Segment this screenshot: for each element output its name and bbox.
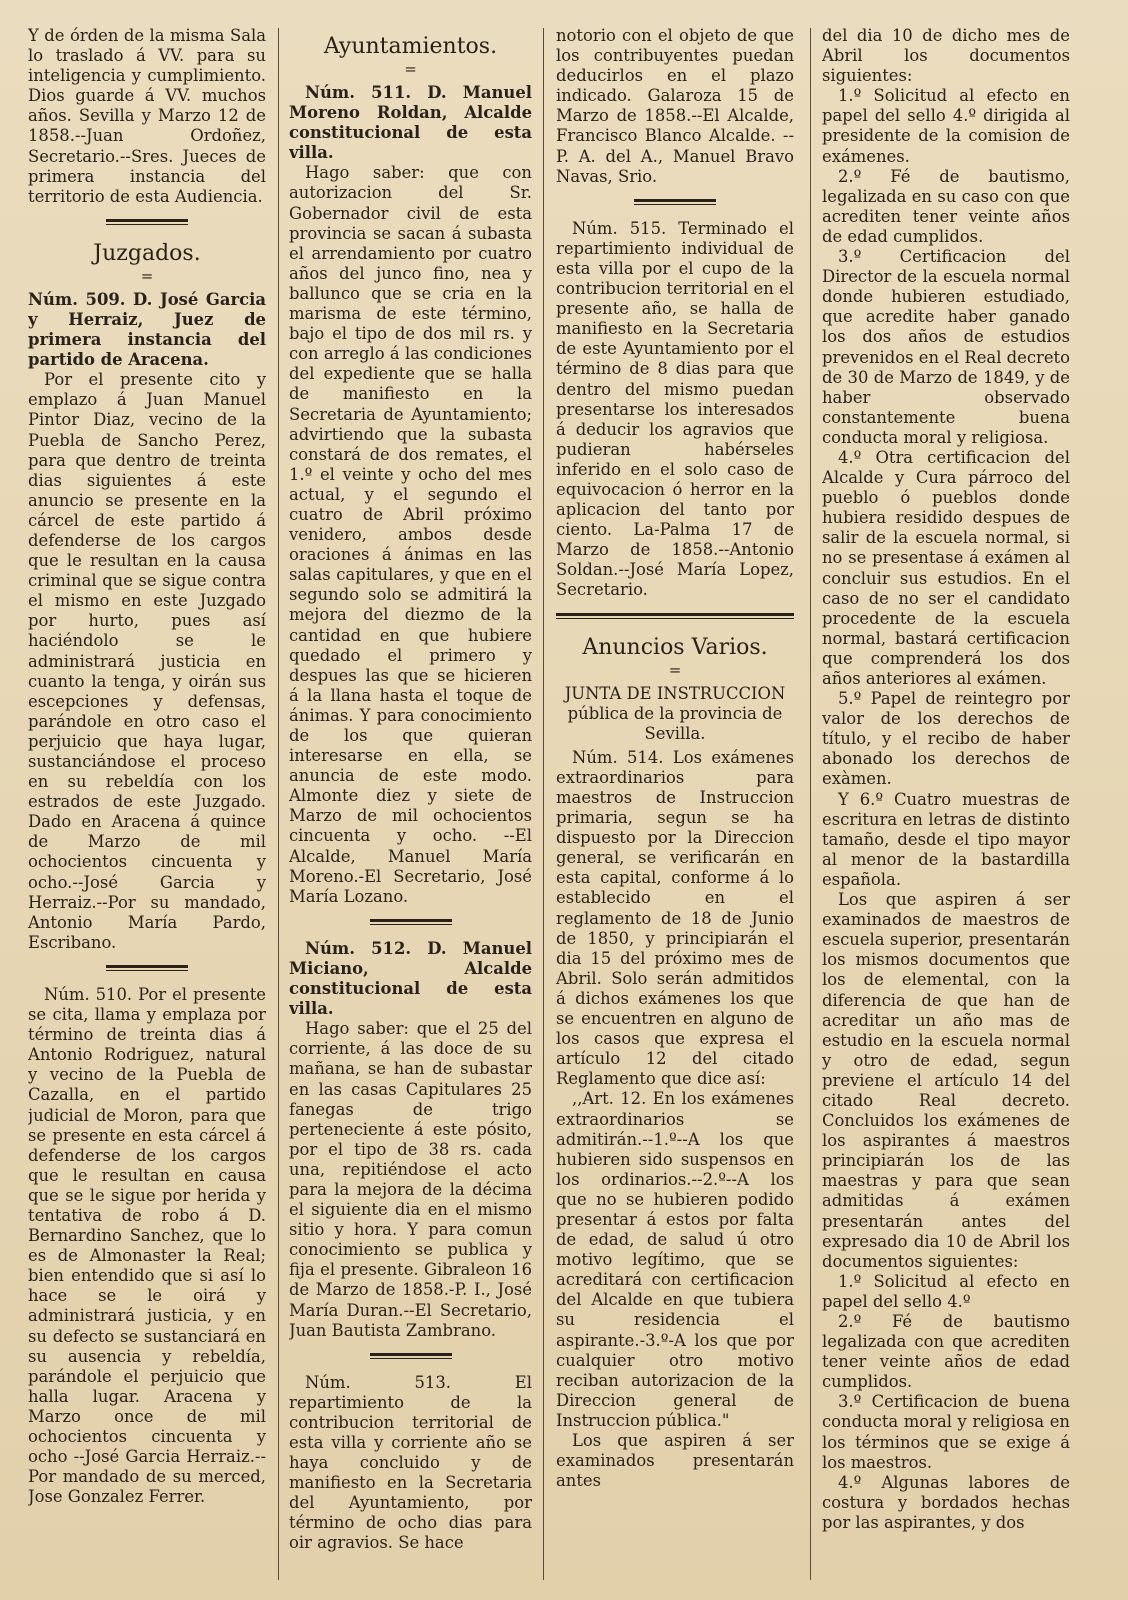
section-title-juzgados: Juzgados. [93,240,201,266]
notice-509-heading: Núm. 509. D. José Garcia y Herraiz, Juez de primera instancia del partido de Aracena. [28,289,266,370]
notice-512-body: Hago saber: que el 25 del corriente, á las doce de su mañana, se han de subastar en las casas Capitulares 25 fanegas de trigo perteneciente á este pósito, por el tipo de 38 rs. cada una, repitiéndose el acto para la mejora de la décima el siguiente dia en el mismo sitio y hora. Y para comun conocimiento se publica y fija el presente. Gibraleon 16 de Marzo de 1858.-P. I., José María Duran.--El Secretario, Juan Bautista Zambrano. [289,1019,532,1340]
notice-513-end: notorio con el objeto de que los contribuyentes puedan deducirlos en el plazo indicado. Galaroza 15 de Marzo de 1858.--El Alcalde, Francisco Blanco Alcalde. --P. A. del A., Manuel Bravo Navas, Srio. [556,26,794,186]
superior-school-paragraph: Los que aspiren á ser examinados de maestros de escuela superior, presentarán los mismos documentos que los de elemental, con la diferencia de que han de acreditar un año mas de estudio en la escuela normal y otro de edad, segun previene el artículo 14 del citado Real decreto. Concluidos los exámenes de los aspirantes á maestros principiarán los de las maestras y para que sean admitidas á exámen presentarán antes del expresado dia 10 de Abril los documentos siguientes: [822,890,1070,1271]
maestra-requirement-2: 2.º Fé de bautismo legalizada con que acrediten tener veinte años de edad cumplidos. [822,1312,1070,1392]
requirement-2: 2.º Fé de bautismo, legalizada en su caso con que acrediten tener veinte años de edad cumplidos. [822,166,1070,246]
column-4 [822,26,1070,1590]
column-rule [543,28,544,1580]
notice-511-heading: Núm. 511. D. Manuel Moreno Roldan, Alcalde constitucional de esta villa. [289,83,532,163]
notice-divider [370,1353,452,1359]
section-title-anuncios-varios: Anuncios Varios. [582,634,768,660]
section-title-ayuntamientos: Ayuntamientos. [323,34,498,59]
maestra-requirement-3: 3.º Certificacion de buena conducta moral y religiosa en los términos que se exige á los maestros. [822,1392,1070,1472]
ornament: = [404,60,417,78]
notice-divider [634,199,716,205]
requirement-5: 5.º Papel de reintegro por valor de los derechos de título, y el recibo de haber abonado los derechos de exàmen. [822,689,1070,789]
column-3 [556,26,794,1590]
ornament: = [668,660,682,679]
requirement-6: Y 6.º Cuatro muestras de escritura en letras de distinto tamaño, desde el tipo mayor al menor de la bastardilla española. [822,789,1070,889]
notice-515: Núm. 515. Terminado el repartimiento individual de esta villa por el cupo de la contribucion territorial en el presente año, se halla de manifiesto en la Secretaria de este Ayuntamiento por el término de 8 dias para que dentro del mismo puedan presentarse los interesados á deducir los agravios que pudieran habérseles inferido en el solo caso de equivocacion ó herror en la aplicacion del tanto por ciento. La-Palma 17 de Marzo de 1858.--Antonio Soldan.--José María Lopez, Secretario. [556,218,794,600]
ornament: = [140,266,154,285]
column-rule [278,28,279,1580]
notice-510: Núm. 510. Por el presente se cita, llama y emplaza por término de treinta dias á Antonio Rodriguez, natural y vecino de la Puebla de Cazalla, en el partido judicial de Moron, para que se presente en esta cárcel á defenderse de los cargos que le resultan en causa que se le sigue por herida y tentativa de robo á D. Bernardino Sanchez, que lo es de Almonaster la Real; bien entendido que si así lo hace se le oirá y administrará justicia, y en su defecto se sustanciará en su ausencia y rebeldía, parándole el perjuicio que halla lugar. Aracena y Marzo once de mil ochocientos cincuenta y ocho --José Garcia Herraiz.--Por mandado de su merced, Jose Gonzalez Ferrer. [28,984,266,1507]
junta-title: JUNTA DE INSTRUCCION pública de la provincia de Sevilla. [564,683,786,743]
column-1 [28,26,266,1590]
notice-513-start: Núm. 513. El repartimiento de la contribucion territorial de esta villa y corriente año se haya concluido y de manifiesto en la Secretaria del Ayuntamiento, por término de ocho dias para oir agravios. Se hace [289,1372,532,1553]
requirement-3: 3.º Certificacion del Director de la escuela normal donde hubieren estudiado, que acredite haber ganado los dos años de estudios prevenidos en el Real decreto de 30 de Marzo de 1849, y de haber observado constantemente buena conducta moral y religiosa. [822,247,1070,447]
notice-509-body: Por el presente cito y emplazo á Juan Manuel Pintor Diaz, vecino de la Puebla de Sancho Perez, para que dentro de treinta dias siguientes á este anuncio se presente en la cárcel de este partido á defenderse de los cargos que le resultan en la causa criminal que se sigue contra el mismo en este Juzgado por hurto, pues así haciéndolo se le administrará justicia en cuanto la tenga, y oirán sus escepciones y defensas, parándole en otro caso el perjuicio que haya lugar, sustanciándose el proceso en su rebeldía con los estrados de este Juzgado. Dado en Aracena á quince de Marzo de mil ochocientos cincuenta y ocho.--José Garcia y Herraiz.--Por su mandado, Antonio María Pardo, Escribano. [28,370,266,952]
notice-512-heading: Núm. 512. D. Manuel Miciano, Alcalde constitucional de esta villa. [289,938,532,1019]
notice-divider [106,965,188,971]
audiencia-closing-text: Y de órden de la misma Sala lo traslado á VV. para su inteligencia y cumplimiento. Dios guarde á VV. muchos años. Sevilla y Marzo 12 de 1858.--Juan Ordoñez, Secretario.--Sres. Jueces de primera instancia del territorio de esta Audiencia. [28,26,266,206]
requirement-4: 4.º Otra certificacion del Alcalde y Cura párroco del pueblo ó pueblos donde hubiera residido despues de salir de la escuela normal, si no se presentase á exámen al concluir sus estudios. En el caso de no ser el candidato procedente de la escuela normal, bastará certificacion que comprenderá los dos años anteriores al exámen. [822,447,1070,688]
maestra-requirement-4: 4.º Algunas labores de costura y bordados hechas por las aspirantes, y dos [822,1472,1070,1532]
column-2 [289,26,532,1590]
section-divider [106,219,188,225]
documents-intro: del dia 10 de dicho mes de Abril los documentos siguientes: [822,26,1070,86]
notice-514-continuation: Los que aspiren á ser examinados presentarán antes [556,1431,794,1491]
maestra-requirement-1: 1.º Solicitud al efecto en papel del sello 4.º [822,1271,1070,1311]
notice-divider [370,919,452,925]
requirement-1: 1.º Solicitud al efecto en papel del sello 4.º dirigida al presidente de la comision de exámenes. [822,86,1070,166]
notice-514-body: Núm. 514. Los exámenes extraordinarios para maestros de Instruccion primaria, segun se ha dispuesto por la Direccion general, se verificarán en esta capital, conforme á lo establecido en el reglamento de 18 de Junio de 1850, y principiarán el dia 15 del próximo mes de Abril. Solo serán admitidos á dichos exámenes los que se encuentren en alguno de los casos que expresa el artículo 12 del citado Reglamento que dice así: [556,747,794,1089]
notice-511-body: Hago saber: que con autorizacion del Sr. Gobernador civil de esta provincia se sacan á subasta el arrendamiento por cuatro años del junco fino, nea y ballunco que se cria en la marisma de este término, bajo el tipo de dos mil rs. y con arreglo á las condiciones del expediente que se halla de manifiesto en la Secretaria de Ayuntamiento; advirtiendo que la subasta constará de dos remates, el 1.º el veinte y ocho del mes actual, y el segundo el cuatro de Abril próximo venidero, ambos desde oraciones á ánimas en las salas capitulares, y que en el segundo solo se admitirá la mejora del diezmo de la cantidad en que hubiere quedado el primero y despues las que se hicieren á la llana hasta el toque de ánimas. Y para conocimiento de los que quieran interesarse en ella, se anuncia de este modo. Almonte diez y siete de Marzo de mil ochocientos cincuenta y ocho. --El Alcalde, Manuel María Moreno.-El Secretario, José María Lozano. [289,163,532,906]
article-12-quote: ,,Art. 12. En los exámenes extraordinarios se admitirán.--1.º--A los que hubieren sido suspensos en los ordinarios.--2.º--A los que no se hubieren podido presentar á estos por falta de edad, de salud ú otro motivo legítimo, que se acreditará con certificacion del Alcalde en que tubiera su residencia el aspirante.-3.º-A los que por cualquier otro motivo reciban autorizacion de la Direccion general de Instruccion pública." [556,1089,794,1430]
section-divider [556,613,794,619]
column-rule [810,28,811,1580]
